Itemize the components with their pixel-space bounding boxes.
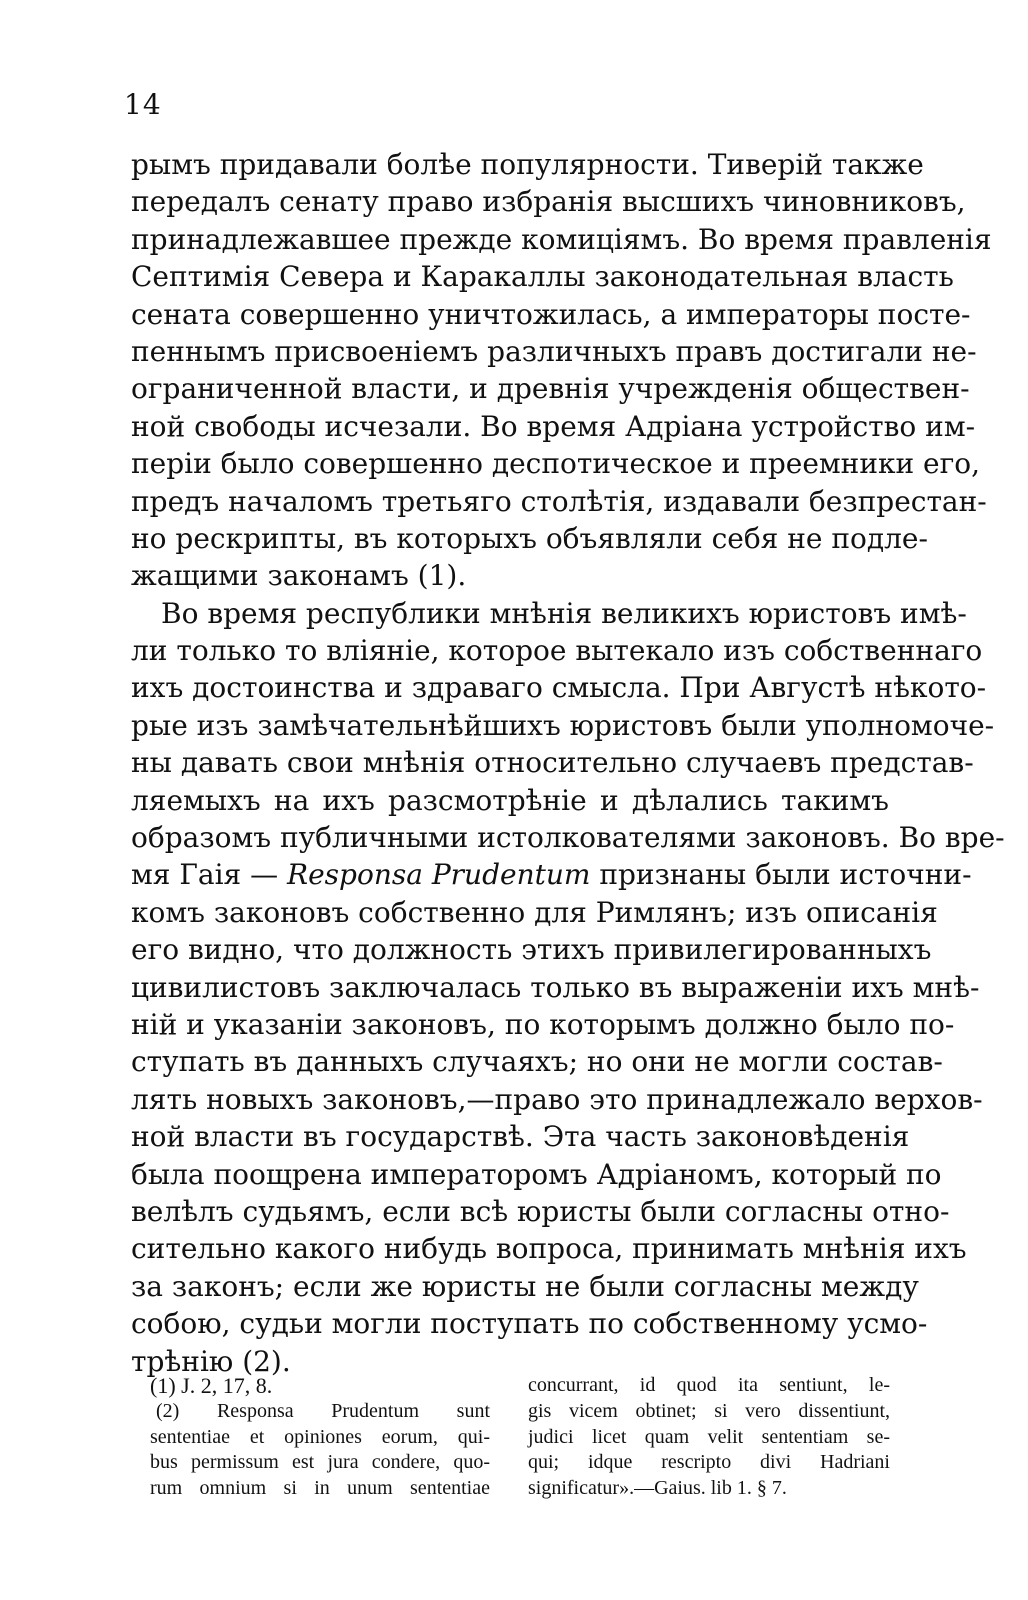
footnotes (150, 1372, 890, 1501)
footnote-line: qui; idque rescripto divi Hadriani (528, 1451, 890, 1473)
footnote-line: (2) Responsa Prudentum sunt (156, 1400, 490, 1422)
text-line: ихъ достоинства и здраваго смысла. При Августѣ нѣкото- (131, 671, 987, 705)
footnote-line: rum omnium si in unum sententiae (150, 1476, 490, 1499)
footnote-line: concurrant, id quod ita sentiunt, le- (528, 1374, 890, 1396)
footnote-line: sententiae et opiniones eorum, qui- (150, 1425, 490, 1448)
footnote-line: (1) J. 2, 17, 8. (150, 1373, 273, 1398)
text-line: цивилистовъ заключалась только въ выраженіи ихъ мнѣ- (131, 970, 980, 1004)
text-line: ній и указаніи законовъ, по которымъ должно было по- (131, 1007, 955, 1041)
text-line: принадлежавшее прежде комиціямъ. Во время правленія (131, 222, 992, 256)
text-line: предъ началомъ третьяго столѣтія, издавали безпрестан- (131, 484, 987, 518)
text-line: ограниченной власти, и древнія учрежденія обществен- (131, 372, 970, 406)
page-number: 14 (124, 88, 162, 121)
text-line: собою, судьи могли поступать по собственному усмо- (131, 1307, 928, 1341)
text-line: ной власти въ государствѣ. Эта часть законовѣденія (131, 1120, 910, 1154)
latin-phrase: Responsa Prudentum (287, 858, 591, 892)
text-line: ной свободы исчезали. Во время Адріана устройство им- (131, 409, 976, 443)
body-text (131, 146, 1005, 1380)
text-line: передалъ сенату право избранія высшихъ чиновниковъ, (131, 185, 966, 219)
footnote-line: bus permissum est jura condere, quo- (150, 1451, 490, 1473)
text-line: рые изъ замѣчательнѣйшихъ юристовъ были уполномоче- (131, 708, 995, 742)
text-line: сената совершенно уничтожилась, а императоры посте- (131, 297, 971, 331)
text-line: ны давать свои мнѣнія относительно случаевъ представ- (131, 746, 974, 780)
footnote-column-right (528, 1372, 890, 1501)
text-line: комъ законовъ собственно для Римлянъ; изъ описанія (131, 895, 938, 929)
line-end: признаны были источни- (599, 858, 972, 892)
text-line-with-latin (131, 856, 972, 893)
text-line: ли только то вліяніе, которое вытекало изъ собственнаго (131, 634, 983, 668)
footnote-line: judici licet quam velit sententiam se- (528, 1425, 890, 1448)
text-line: періи было совершенно деспотическое и преемники его, (131, 447, 981, 481)
footnote-column-left (150, 1372, 490, 1501)
text-line: была поощрена императоромъ Адріаномъ, который по (131, 1157, 942, 1191)
text-line: лять новыхъ законовъ,—право это принадлежало верхов- (131, 1082, 983, 1116)
text-line: но рескрипты, въ которыхъ объявляли себя не подле- (131, 521, 928, 555)
text-line: пеннымъ присвоеніемъ различныхъ правъ достигали не- (131, 334, 977, 368)
text-line: за законъ; если же юристы не были согласны между (131, 1269, 919, 1303)
footnote-line: gis vicem obtinet; si vero dissentiunt, (528, 1400, 890, 1422)
text-line: ляемыхъ на ихъ разсмотрѣніе и дѣлались такимъ (131, 783, 889, 817)
text-line: сительно какого нибудь вопроса, принимать мнѣнія ихъ (131, 1232, 967, 1266)
text-line: трѣнію (2). (131, 1344, 291, 1378)
text-line: жащими законамъ (1). (131, 559, 467, 593)
footnote-line: significatur».—Gaius. lib 1. § 7. (528, 1476, 787, 1499)
line-start: мя Гаія — (131, 858, 279, 892)
text-line: Септимія Севера и Каракаллы законодательная власть (131, 260, 954, 294)
text-line: образомъ публичными истолкователями законовъ. Во вре- (131, 821, 1005, 855)
text-line: ступать въ данныхъ случаяхъ; но они не могли состав- (131, 1045, 943, 1079)
text-line: велѣлъ судьямъ, если всѣ юристы были согласны отно- (131, 1194, 950, 1228)
text-line: его видно, что должность этихъ привилегированныхъ (131, 933, 932, 967)
paragraph-start-line: Во время республики мнѣнія великихъ юристовъ имѣ- (161, 596, 967, 630)
text-line: рымъ придавали болѣе популярности. Тиверій также (131, 148, 924, 181)
